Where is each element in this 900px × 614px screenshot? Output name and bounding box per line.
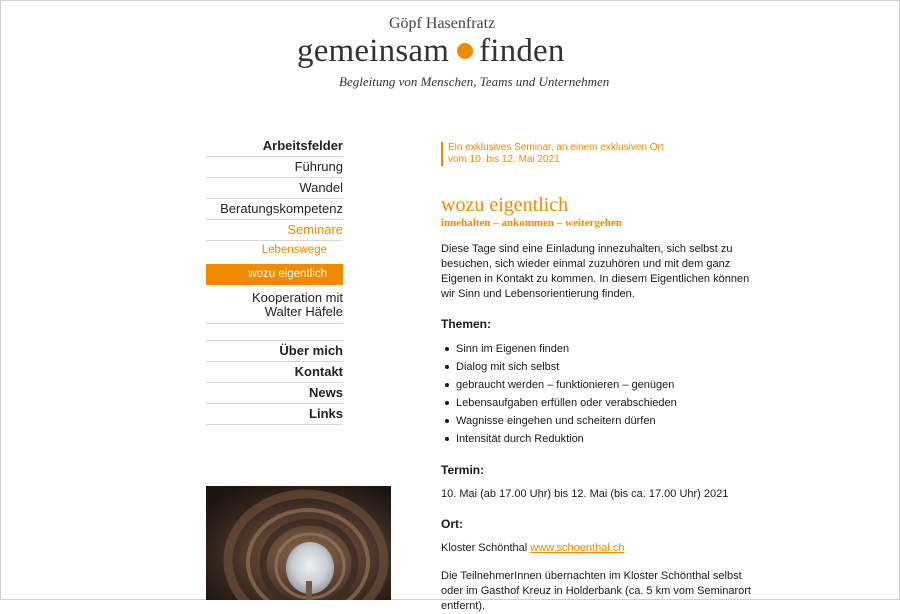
nav-arbeitsfelder[interactable]: Arbeitsfelder: [206, 136, 343, 157]
list-item: gebraucht werden – funktionieren – genügen: [441, 376, 761, 394]
brand-owner-name: Göpf Hasenfratz: [389, 15, 496, 32]
ort-line: [441, 541, 761, 556]
brand-tagline: Begleitung von Menschen, Teams und Unternehmen: [339, 74, 610, 89]
termin-text: 10. Mai (ab 17.00 Uhr) bis 12. Mai (bis ca. 17.00 Uhr) 2021: [441, 488, 729, 500]
themen-list: [441, 340, 761, 448]
nav-kooperation[interactable]: [206, 288, 343, 324]
intro-paragraph: Diese Tage sind eine Einladung innezuhalten, sich selbst zu besuchen, sich wieder einmal zuzuhören und mit dem ganz Eigenen in Kontakt zu kommen. In diesem Eigentlichen können wir Sinn und Lebensorientierung finden.: [441, 243, 750, 300]
wood-tunnel-image: [206, 486, 391, 600]
nav-divider: [206, 324, 343, 341]
teaser-line-1: Ein exklusives Seminar, an einem exklusiven Ort: [448, 142, 664, 153]
nav-kontakt[interactable]: Kontakt: [206, 362, 343, 383]
nav-ueber-mich[interactable]: Über mich: [206, 341, 343, 362]
nav-kooperation-line2: Walter Häfele: [264, 304, 343, 319]
seminar-teaser: [441, 142, 761, 166]
main-content: [441, 142, 761, 614]
list-item: Sinn im Eigenen finden: [441, 340, 761, 358]
nav-seminare[interactable]: Seminare: [206, 220, 343, 241]
teaser-line-2: vom 10. bis 12. Mai 2021: [448, 154, 560, 165]
page-title: wozu eigentlich: [441, 194, 569, 216]
nav-wandel[interactable]: Wandel: [206, 178, 343, 199]
termin-heading: Termin:: [441, 463, 485, 477]
list-item: Intensität durch Reduktion: [441, 430, 761, 448]
page-subtitle: innehalten – ankommen – weitergehen: [441, 217, 622, 229]
nav-news[interactable]: News: [206, 383, 343, 404]
ort-text: Kloster Schönthal: [441, 542, 528, 554]
list-item: Dialog mit sich selbst: [441, 358, 761, 376]
brand-dot-icon: [457, 43, 473, 59]
ort-heading: Ort:: [441, 517, 463, 531]
brand-logo[interactable]: [297, 33, 565, 70]
nav-beratungskompetenz[interactable]: Beratungskompetenz: [206, 199, 343, 220]
nav-kooperation-line1: Kooperation mit: [251, 290, 343, 305]
stay-paragraph: Die TeilnehmerInnen übernachten im Kloster Schönthal selbst oder im Gasthof Kreuz in Holderbank (ca. 5 km vom Seminarort entfernt).: [441, 570, 751, 612]
themen-heading: Themen:: [441, 317, 492, 331]
sidebar-nav: [206, 136, 343, 425]
nav-fuehrung[interactable]: Führung: [206, 157, 343, 178]
list-item: Lebensaufgaben erfüllen oder verabschieden: [441, 394, 761, 412]
seminar-photo: [206, 486, 391, 600]
ort-website-link[interactable]: www.schoenthal.ch: [530, 542, 625, 554]
list-item: Wagnisse eingehen und scheitern dürfen: [441, 412, 761, 430]
nav-links[interactable]: Links: [206, 404, 343, 425]
brand-word-gemeinsam: gemeinsam: [297, 33, 450, 69]
brand-word-finden: finden: [479, 33, 565, 69]
nav-sub-wozu-eigentlich[interactable]: wozu eigentlich: [206, 264, 343, 285]
nav-sub-lebenswege[interactable]: Lebenswege: [261, 244, 327, 256]
